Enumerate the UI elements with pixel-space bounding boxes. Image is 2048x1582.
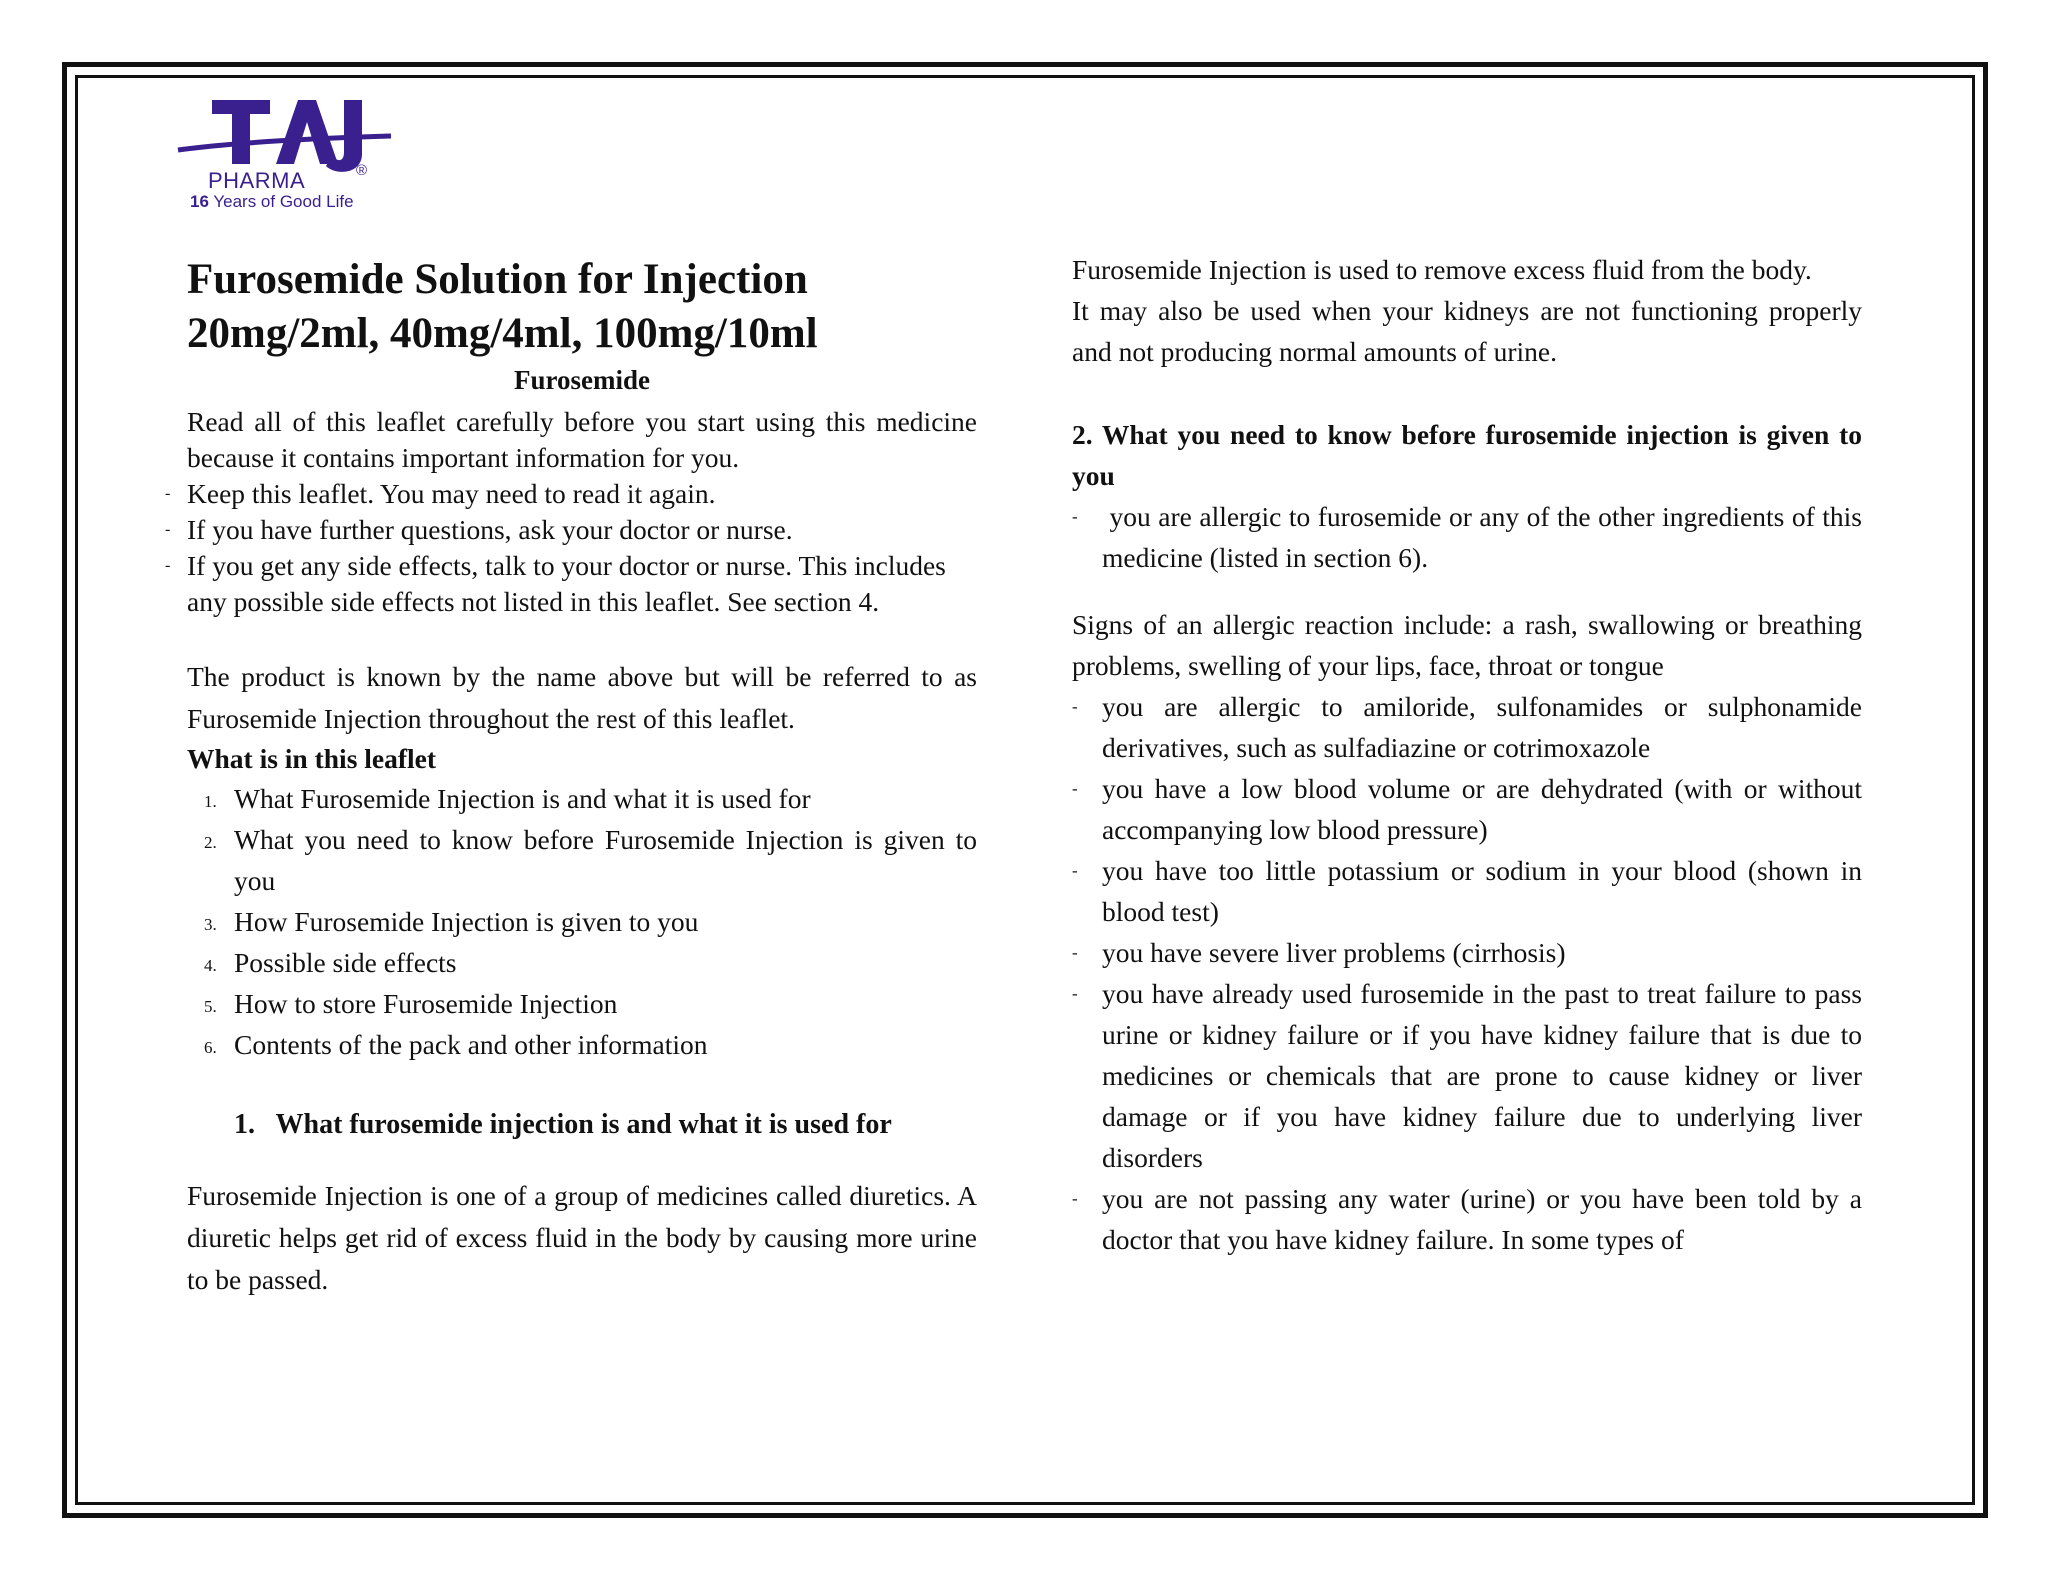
section-2-first-bullet-list [1072,496,1869,578]
table-of-contents [187,778,977,1065]
document-subtitle: Furosemide [514,365,650,395]
left-column [165,253,977,1301]
allergy-signs-paragraph: Signs of an allergic reaction include: a rash, swallowing or breathing problems, swelling of your lips, face, throat or tongue [1072,609,1862,681]
logo-pharma-text: PHARMA [208,168,306,193]
contraindication-bullet: - you are not passing any water (urine) or you have been told by a doctor that you have kidney failure. In some types of [1072,1183,1862,1255]
product-name-note: The product is known by the name above but will be referred to as Furosemide Injection throughout the rest of this leaflet. [187,661,977,734]
toc-item: 6. Contents of the pack and other information [204,1029,708,1060]
usage-paragraph-1: Furosemide Injection is used to remove excess fluid from the body. [1072,254,1812,285]
section-1-heading: 1. What furosemide injection is and what it is used for [234,1109,892,1140]
section-1-paragraph: Furosemide Injection is one of a group of medicines called diuretics. A diuretic helps get rid of excess fluid in the body by causing more urine to be passed. [187,1180,977,1295]
toc-heading: What is in this leaflet [187,743,437,774]
contraindication-bullet: - you have severe liver problems (cirrhosis) [1072,937,1566,968]
tagline-text: Years of Good Life [213,192,354,211]
right-column [1072,249,1869,1260]
toc-item: 2. What you need to know before Furosemide Injection is given to you [204,824,977,896]
contraindication-bullet: - you have already used furosemide in the past to treat failure to pass urine or kidney failure or if you have kidney failure that is due to medicines or chemicals that are prone to cause kidney or liver damage or if you have kidney failure due to underlying liver disorders [1072,978,1862,1173]
title-line-1: Furosemide Solution for Injection [187,256,808,303]
section-2-bullet-list [1072,686,1862,1260]
toc-item: 1. What Furosemide Injection is and what it is used for [204,783,811,814]
contraindication-bullet: - you are allergic to amiloride, sulfonamides or sulphonamide derivatives, such as sulfadiazine or cotrimoxazole [1072,691,1862,763]
contraindication-bullet: - you have a low blood volume or are dehydrated (with or without accompanying low blood pressure) [1072,773,1862,845]
logo-tagline [190,192,354,212]
toc-item: 3. How Furosemide Injection is given to you [204,906,699,937]
toc-item: 5. How to store Furosemide Injection [204,988,618,1019]
contraindication-bullet: - you are allergic to furosemide or any of the other ingredients of this medicine (listed in section 6). [1072,501,1869,573]
title-line-2: 20mg/2ml, 40mg/4ml, 100mg/10ml [187,310,818,357]
toc-item: 4. Possible side effects [204,947,457,978]
intro-paragraph: Read all of this leaflet carefully before you start using this medicine because it contains important information for you. [187,406,977,473]
taj-logo-mark [176,92,396,172]
registered-mark: ® [356,162,368,179]
intro-bullet: - If you get any side effects, talk to your doctor or nurse. This includes any possible side effects not listed in this leaflet. See section 4. [165,550,946,617]
tagline-number: 16 [190,192,209,211]
section-2-heading: 2. What you need to know before furosemide injection is given to you [1072,419,1862,491]
usage-paragraph-2: It may also be used when your kidneys are not functioning properly and not producing normal amounts of urine. [1072,295,1862,367]
document-title [187,253,977,361]
taj-pharma-logo [176,92,396,217]
intro-bullet: - Keep this leaflet. You may need to read it again. [165,478,716,509]
intro-bullet: - If you have further questions, ask your doctor or nurse. [165,514,793,545]
intro-bullet-list [165,476,977,620]
contraindication-bullet: - you have too little potassium or sodium in your blood (shown in blood test) [1072,855,1862,927]
